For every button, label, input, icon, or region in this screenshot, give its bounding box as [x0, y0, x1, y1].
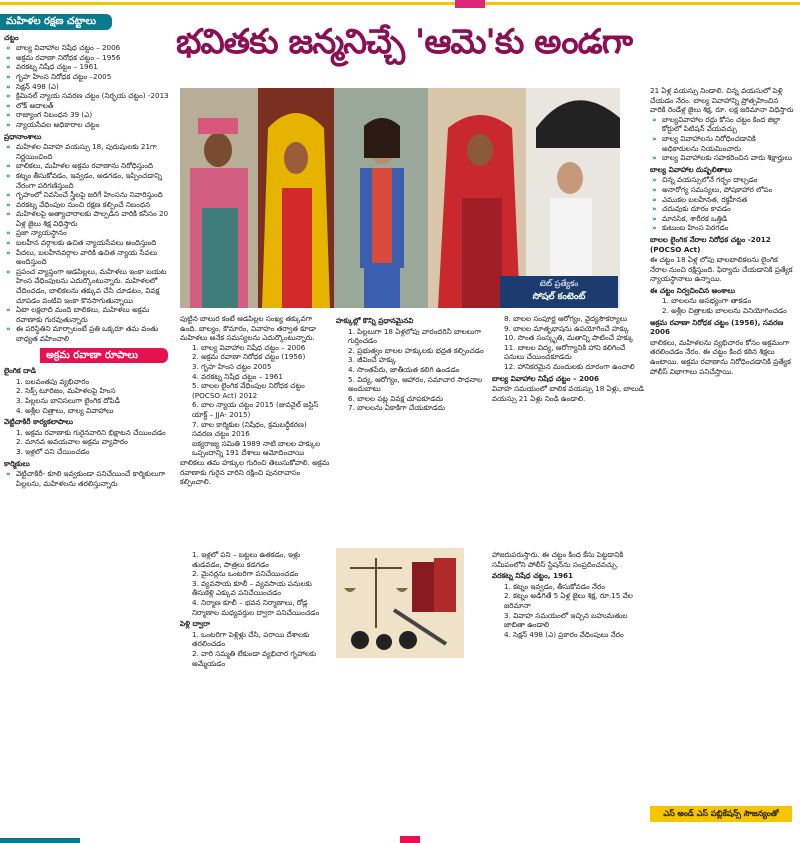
- right-item: » మానసిక, శారీరక ఒత్తిడి: [650, 214, 794, 224]
- acts-label: చట్టం: [4, 32, 19, 42]
- right-list3: [650, 296, 796, 315]
- act-item: » అక్రమ రవాణా నిరోధక చట్టం – 1956: [4, 53, 170, 63]
- right-item: » చిన్న వయస్సులోనే గర్భం దాల్చడం: [650, 175, 794, 185]
- col2-list: [180, 343, 330, 458]
- col4b-list: [492, 582, 644, 640]
- col4b-item: 1. కట్నం ఇవ్వడం, తీసుకోవడం నేరం: [504, 581, 605, 591]
- measure-item: » వరకట్న వేధింపుల నుంచి రక్షణ కల్పించే నిబంధన: [4, 200, 170, 210]
- right-text4: బాలికలు, మహిళలను వ్యభిచారం కోసం అక్రమంగా తరలించడం నేరం. ఈ చట్టం కింద కఠిన శిక్షలు ఉంటాయి. అక్రమ రవాణాను నిరోధించడానికి ప్రత్యేక పోలీస్ విభాగాలు పనిచేస్తాయి.: [650, 337, 791, 376]
- col3-item: 2. ప్రభుత్వం బాలల హక్కులకు భద్రత కల్పించడం: [348, 345, 484, 355]
- act-item: » వరకట్న నిషేధ చట్టం – 1961: [4, 62, 170, 72]
- col4-item: 12. హానికరమైన మందులకు దూరంగా ఉంచాలి: [504, 361, 635, 371]
- col3-item: 7. బాలలను ఏకాకిగా చేయకూడదు: [348, 403, 446, 413]
- right-item: » బాల్యవివాహాల రద్దు కోసం చట్టం కింద జిల్లా కోర్టులో పిటిషన్ వేయవచ్చు: [650, 115, 794, 134]
- col3-list: [336, 327, 486, 413]
- scales-and-books-icon: [336, 548, 464, 658]
- measure-item: » ప్రజా న్యాయస్థానం: [4, 228, 170, 238]
- col3-sub: హక్కుల్లో కొన్ని ప్రధానమైనవి: [336, 316, 414, 325]
- right-sub2: బాలల లైంగిక నేరాల నిరోధక చట్టం -2012 (POCSO Act): [650, 234, 771, 254]
- trafficking-item: 2. సెక్స్ టూరిజం, మహిళలపై హింస: [16, 386, 116, 396]
- col2-form-item: 2. వారి సమ్మతి లేకుండా వ్యభిచార గృహాలకు అమ్మేయడం: [192, 648, 317, 668]
- women-laws-heading: మహిళల రక్షణ చట్టాలు: [0, 14, 112, 30]
- col2-sub: పెళ్లి ద్వారా: [180, 619, 210, 629]
- trafficking-sub1: లైంగిక దాడి: [4, 366, 36, 376]
- col3-item: 1. పిల్లలుగా 18 ఏళ్లలోపు వారందరినీ బాలలుగా గుర్తించడం: [348, 326, 481, 346]
- trafficking-item: 2. మానవ అవయవాల అక్రమ వ్యాపారం: [16, 437, 128, 447]
- col4-item: 10. సొంత సంస్కృతి, మతాన్ని పాటించే హక్కు: [504, 333, 634, 343]
- right-item: 2. అశ్లీల చిత్రాలకు బాలలను వినియోగించడం: [662, 306, 787, 316]
- photo-woman-3: [334, 88, 428, 308]
- trafficking-item: 3. ఇళ్లలో పని చేయించడం: [16, 446, 90, 456]
- right-sub1: బాల్య వివాహాల దుష్ఫలితాలు: [650, 164, 733, 174]
- column-4: [492, 314, 644, 546]
- trafficking-sub2: వెట్టిచాకిరీ కార్యకలాపాలు: [4, 417, 73, 427]
- measure-item: » బలహీన వర్గాలకు ఉచిత న్యాయసేవలు అందిస్తుంది: [4, 238, 170, 248]
- col4-item: 9. బాలల మాతృభాషను ఉపయోగించే హక్కు: [504, 323, 630, 333]
- photo-credit-box: [500, 276, 618, 308]
- col2-intro: పుట్టిన బాలుర కంటే ఆడపిల్లల సంఖ్య తక్కువగా ఉంది. బాల్యం, కౌమారం, వివాహం తర్వాత కూడా మహిళలు అనేక సమస్యలను ఎదుర్కొంటున్నారు.: [180, 314, 317, 343]
- photo-woman-5: [526, 88, 620, 308]
- col3-item: 4. సొంతపేరు, జాతీయత కలిగి ఉండడం: [348, 364, 460, 374]
- trafficking-item: 4. అశ్లీల చిత్రాలు, బాల్య వివాహాలు: [16, 405, 114, 415]
- right-column: [650, 86, 796, 802]
- right-sub3: ఈ చట్టం నిర్వచించిన అంశాలు: [650, 285, 735, 295]
- col2-form-item: 4. నిర్మాణ కూలీ – భవన నిర్మాణాలు, రోడ్ల నిర్మాణాల మధ్యవర్తుల ద్వారా పనిచేయించడం: [192, 597, 320, 617]
- measure-item: » బాలికలు, మహిళల అక్రమ రవాణాను నిరోధిస్తుంది: [4, 161, 170, 171]
- column-3: [336, 314, 486, 546]
- credit-line1: టెట్ ప్రత్యేకం: [539, 279, 579, 288]
- measures-label: ప్రధానాంశాలు: [4, 131, 42, 141]
- column-2-bottom: [180, 550, 330, 832]
- left-sidebar: [0, 14, 172, 834]
- photo-woman-2: [258, 88, 334, 308]
- measure-item: » గృహంలో నివసించే స్త్రీలపై జరిగే హింసను నివారిస్తుంది: [4, 190, 170, 200]
- col2-item: 1. బాల్య వివాహాల నిషేధ చట్టం – 2006: [192, 342, 306, 352]
- col2-item: 3. గృహ హింస చట్టం 2005: [192, 361, 272, 371]
- col2-item: ఐక్యరాజ్య సమితి 1989 నాటి బాలల హక్కుల ఒప్పందాన్ని 191 దేశాలు ఆమోదించాయి: [192, 438, 321, 458]
- act-item: » బాల్య వివాహాల నిషేధ చట్టం – 2006: [4, 43, 170, 53]
- col4b-text1: హాజరుపరుస్తారు. ఈ చట్టం కింద కేసు పెట్టడానికి సమీపంలోని పోలీస్ స్టేషన్‌ను సంప్రదించవచ్చు.: [492, 550, 624, 569]
- trafficking-sub3: కార్మికులు: [4, 458, 30, 468]
- right-text1: 21 ఏళ్ల వయస్సు నిండాలి. చిన్న వయసులో పెళ్లి చేయడం నేరం. బాల్య వివాహాన్ని ప్రోత్సహించిన వారికి రెండేళ్ల జైలు శిక్ష, రూ. లక్ష జరిమానా విధిస్తారు: [650, 86, 794, 115]
- bottom-color-bar: [0, 836, 800, 843]
- act-item: » రాజ్యాంగ నిబంధన 39 (ఎ): [4, 110, 170, 120]
- act-item: » గృహ హింస నిరోధక చట్టం –2005: [4, 72, 170, 82]
- col4-text: వివాహ సమయంలో బాలిక వయస్సు 18 ఏళ్లు, బాలుడి వయస్సు 21 ఏళ్లు నిండి ఉండాలి.: [492, 384, 644, 403]
- col3-item: 5. విద్య, ఆరోగ్యం, ఆహారం, సమాచార సాధనాల అందుబాటు: [348, 374, 483, 394]
- right-list2: [650, 175, 796, 233]
- acts-list: [0, 43, 172, 129]
- right-item: » అనారోగ్య సమస్యలు, పోషకాహార లోపం: [650, 185, 794, 195]
- col2-item: 7. బాల కార్మికుల (నిషేధం, క్రమబద్ధీకరణ) సవరణ చట్టం 2016: [192, 419, 307, 439]
- act-item: » న్యాయసేవల అధికారాల చట్టం: [4, 120, 170, 130]
- col2-item: 5. బాలల లైంగిక వేధింపుల నిరోధక చట్టం (POCSO Act) 2012: [192, 381, 305, 400]
- column-2-top: [180, 314, 330, 554]
- measure-item: » ఏటా లక్షలాది మంది బాలికలు, మహిళలు అక్రమ రవాణాకు గురవుతున్నారు: [4, 305, 170, 324]
- justice-illustration: [336, 548, 464, 658]
- right-item: » చదువుకు దూరం కావడం: [650, 204, 794, 214]
- credit-line2: సోషల్ కంటెంట్: [532, 292, 586, 302]
- act-item: » సెక్షన్ 498 (ఎ): [4, 82, 170, 92]
- col3-item: 6. బాలల పట్ల వివక్ష చూపకూడదు: [348, 393, 444, 403]
- col2-item: 2. అక్రమ రవాణా నిరోధక చట్టం (1956): [192, 352, 306, 362]
- col4b-item: 4. సెక్షన్ 498 (ఎ) ప్రకారం వేధింపులు నేరం: [504, 629, 624, 639]
- col4b-sub: వరకట్న నిషేధ చట్టం, 1961: [492, 571, 573, 581]
- page-title: భవితకు జన్మనిచ్చే 'ఆమె'కు అండగా: [176, 22, 633, 62]
- top-color-bar: [0, 0, 800, 10]
- right-item: » ఎముకల బలహీనత, రక్తహీనత: [650, 195, 794, 205]
- measure-item: » ఈ పరిస్థితిని మార్చాలంటే ప్రతి ఒక్కరూ తమ వంతు బాధ్యత వహించాలి: [4, 324, 170, 343]
- col4-item: 8. బాలల సంపూర్ణ ఆరోగ్యం, వైద్యసౌకర్యాలు: [504, 314, 628, 323]
- right-item: » కుటుంబ హింస పెరగడం: [650, 223, 794, 233]
- col2-item: 4. వరకట్న నిషేధ చట్టం – 1961: [192, 371, 283, 381]
- measure-item: » పేదలు, బలహీనవర్గాల వారికి ఉచిత న్యాయ సేవలు అందిస్తుంది: [4, 248, 170, 267]
- col4b-item: 3. వివాహ సమయంలో ఇచ్చిన బహుమతుల జాబితా ఉండాలి: [504, 610, 628, 630]
- col2-form-item: 1. ఒంటరిగా పెళ్లిళ్లు చేసి, పరాయి దేశాలకు తరలించడం: [192, 629, 310, 649]
- col2-text2: బాలికలు తమ హక్కుల గురించి తెలుసుకోవాలి. అక్రమ రవాణాకు గురైన వారిని రక్షించి పునరావాసం కల్పించాలి.: [180, 457, 330, 487]
- photo-woman-4: [428, 88, 526, 308]
- col2-forms2: [180, 630, 330, 668]
- col4-list: [492, 314, 644, 372]
- trafficking-item: 3. పిల్లలను బానిసలుగా లైంగిక దోపిడీ: [16, 395, 120, 405]
- trafficking-item: 1. బలవంతపు వ్యభిచారం: [16, 376, 90, 386]
- trafficking-list2: [0, 428, 172, 457]
- col2-form-item: 2. మైనర్లను ఒంటరిగా పనిచేయించడం: [192, 569, 299, 579]
- measures-list: [0, 142, 172, 343]
- measure-item: » కట్నం తీసుకోవడం, ఇవ్వడం, అడగడం, ఇప్పించడాన్ని నేరంగా పరిగణిస్తుంది: [4, 171, 170, 190]
- col2-item: 6. బాల న్యాయ చట్టం 2015 (జువనైల్ జస్టిస్ యాక్ట్ – JJA- 2015): [192, 400, 319, 419]
- right-text2: ఈ చట్టం 18 ఏళ్ల లోపు బాలబాలికలను లైంగిక నేరాల నుంచి రక్షిస్తుంది. ఫిర్యాదు చేయడానికి ప్రత్యేక న్యాయస్థానాలు ఉన్నాయి.: [650, 255, 793, 284]
- act-item: » లోక్ అదాలత్: [4, 101, 170, 111]
- act-item: » క్రిమినల్ న్యాయ సవరణ చట్టం (నిర్భయ చట్టం) -2013: [4, 91, 170, 101]
- trafficking-list1: [0, 377, 172, 415]
- trafficking-item: 1. అక్రమ రవాణాకు గురైనవారిని భిక్షాటన చేయించడం: [16, 427, 166, 437]
- measure-item: » మహిళలపై అత్యాచారాలకు పాల్పడిన వారికి కనీసం 20 ఏళ్ల జైలు శిక్ష విధిస్తారు: [4, 209, 170, 228]
- col2-form-item: 3. వ్యవసాయ కూలీ – వ్యవసాయ పనులకు తీసుకెళ్లి ఎక్కువ పనిచేయించడం: [192, 578, 312, 598]
- col2-forms: [180, 550, 330, 617]
- trafficking-text3: » వెట్టిచాకిరీ- కూలి ఇవ్వకుండా పనిచేయించే కార్మికులుగా పిల్లలను, మహిళలను తరలిస్తున్నారు: [4, 469, 170, 488]
- right-list1: [650, 115, 796, 163]
- trafficking-heading: అక్రమ రవాణా రూపాలు: [40, 348, 168, 364]
- right-item: 1. బాలలను అసభ్యంగా తాకడం: [662, 296, 752, 306]
- publisher-credit: ఎస్ అండ్ ఎస్ పబ్లికేషన్స్ సౌజన్యంతో: [650, 806, 792, 822]
- measure-item: » మహిళల వివాహ వయస్సు 18, పురుషులకు 21గా నిర్ణయించింది: [4, 142, 170, 161]
- measure-item: » ప్రపంచ వ్యాప్తంగా ఆడపిల్లలు, మహిళలు ఇంకా బయట హింస వేధింపులను ఎదుర్కొంటున్నారు. మహిళలలో చేదించడం, బాలికలను తక్కువ చేసి చూడటం, వివక్ష చూపడం వంటివి ఇంకా కొనసాగుతున్నాయి: [4, 267, 170, 305]
- right-sub4: అక్రమ రవాణా నిరోధక చట్టం (1956), సవరణ 2006: [650, 317, 784, 337]
- col4-sub: బాల్య వివాహాల నిషేధ చట్టం – 2006: [492, 373, 600, 383]
- column-4-bottom: [492, 550, 644, 832]
- col4b-item: 2. కట్నం అడిగితే 5 ఏళ్ల జైలు శిక్ష, రూ.15 వేల జరిమానా: [504, 591, 633, 610]
- photo-woman-1: [180, 88, 258, 308]
- col4-item: 11. బాలల విద్య, ఆరోగ్యానికి హాని కలిగించే పనులు చేయించకూడదు: [504, 342, 626, 362]
- right-item: » బాల్య వివాహాలకు సహకరించిన వారు శిక్షార్హులు: [650, 153, 794, 163]
- col3-item: 3. జీవించే హక్కు: [348, 355, 396, 365]
- photo-strip: [180, 88, 620, 308]
- col2-form-item: 1. ఇళ్లలో పని – బట్టలు ఉతకడం, ఇళ్లు తుడవడం, పాత్రలు కడగడం: [192, 550, 301, 569]
- right-item: » బాల్య వివాహాలను నిరోధించడానికి అధికారులను నియమించారు: [650, 134, 794, 153]
